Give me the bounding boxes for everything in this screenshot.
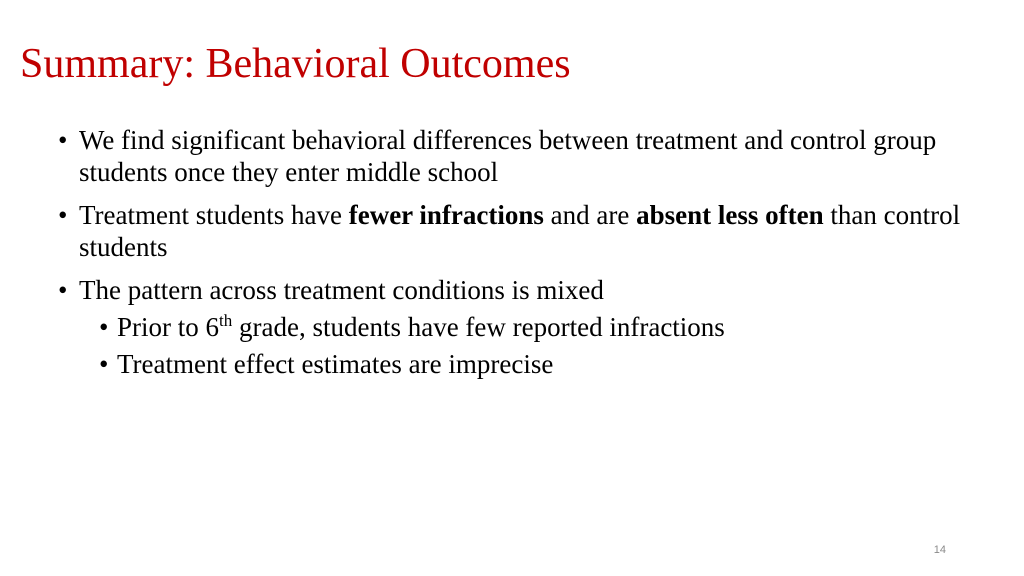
sub-bullet-text: grade, students have few reported infractions (232, 312, 725, 342)
slide-title: Summary: Behavioral Outcomes (20, 41, 571, 87)
bullet-text: We find significant behavioral differences between treatment and control group students once they enter middle school (79, 125, 937, 187)
bullet-text-emphasis: fewer infractions (348, 200, 544, 230)
sub-bullet-item (79, 348, 988, 380)
sub-bullet-text: Treatment effect estimates are imprecise (117, 349, 554, 379)
bullet-text-segment: Treatment students have (79, 200, 349, 230)
sub-bullet-item (79, 311, 988, 343)
bullet-text: The pattern across treatment conditions is mixed (79, 275, 604, 305)
sub-bullet-text: Prior to 6 (117, 312, 220, 342)
bullet-item (58, 274, 988, 380)
bullet-text-segment: than control students (79, 200, 961, 262)
slide-body (58, 124, 988, 385)
superscript: th (219, 311, 233, 330)
bullet-list (58, 124, 988, 380)
bullet-text-segment: and are (543, 200, 637, 230)
bullet-item (58, 199, 988, 263)
bullet-item (58, 124, 988, 188)
sub-bullet-list (79, 311, 988, 380)
bullet-text-emphasis: absent less often (636, 200, 824, 230)
page-number: 14 (933, 544, 946, 556)
